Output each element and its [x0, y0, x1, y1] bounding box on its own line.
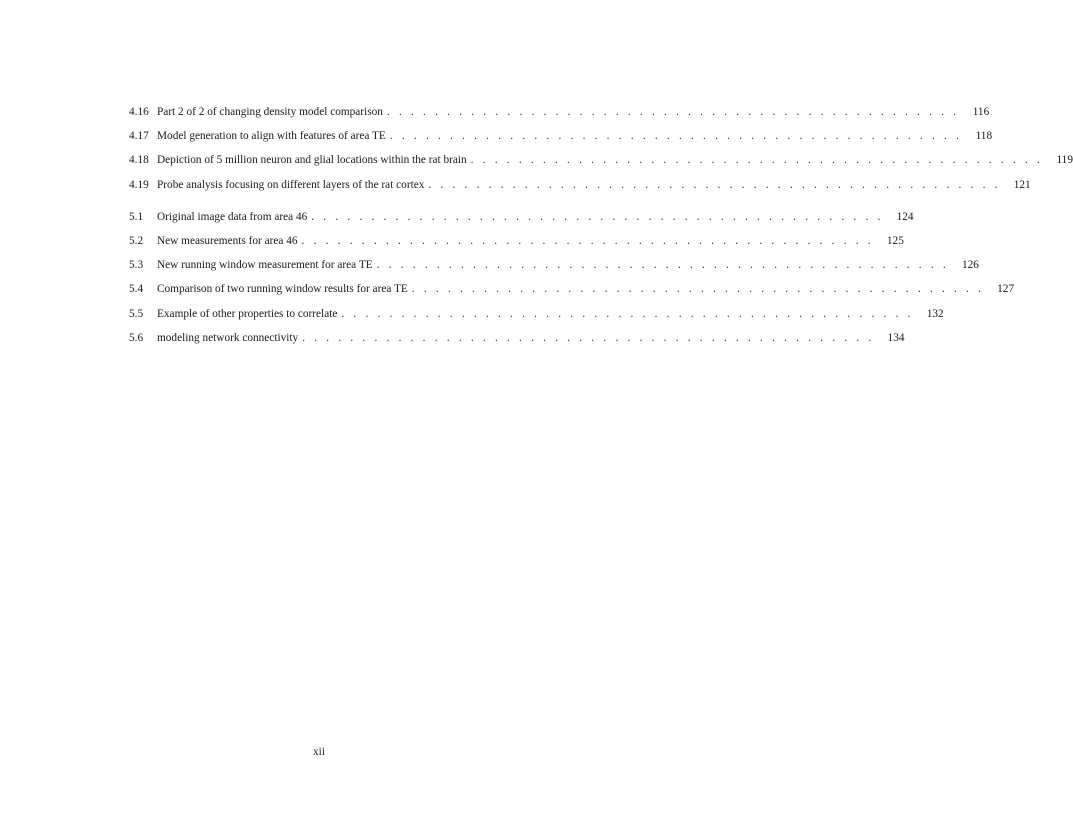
list-of-figures — [129, 100, 1073, 350]
dot-leader: . . . . . . . . . . . . . . . . . . . . . . . . . . . . . . . . . . . . . . . . . . . . . . . . — [411, 283, 985, 296]
entry-title: Depiction of 5 million neuron and glial locations within the rat brain — [157, 154, 467, 167]
toc-entry-5-5 — [129, 302, 944, 326]
dot-leader: . . . . . . . . . . . . . . . . . . . . . . . . . . . . . . . . . . . . . . . . . . . . . . . . — [341, 307, 914, 320]
entry-page: 116 — [972, 106, 990, 118]
entry-title: Probe analysis focusing on different layers of the rat cortex — [157, 178, 425, 191]
dot-leader: . . . . . . . . . . . . . . . . . . . . . . . . . . . . . . . . . . . . . . . . . . . . . . . . — [301, 234, 874, 247]
entry-number: 5.5 — [129, 307, 144, 320]
toc-entry-4-17 — [129, 124, 993, 148]
dot-leader: . . . . . . . . . . . . . . . . . . . . . . . . . . . . . . . . . . . . . . . . . . . . . . . . — [389, 130, 963, 143]
entry-page: 118 — [975, 130, 993, 143]
entry-number: 5.1 — [129, 210, 144, 223]
entry-page: 132 — [926, 307, 944, 320]
entry-page: 126 — [961, 259, 979, 272]
entry-number: 4.18 — [129, 154, 149, 167]
entry-number: 5.4 — [129, 283, 144, 296]
dot-leader: . . . . . . . . . . . . . . . . . . . . . . . . . . . . . . . . . . . . . . . . . . . . . . . . — [302, 331, 875, 344]
entry-title: modeling network connectivity — [157, 331, 299, 344]
toc-entry-5-1 — [129, 205, 914, 229]
entry-page: 127 — [997, 283, 1015, 296]
entry-title: Model generation to align with features of area TE — [157, 130, 386, 143]
entry-title: Original image data from area 46 — [157, 210, 308, 223]
dot-leader: . . . . . . . . . . . . . . . . . . . . . . . . . . . . . . . . . . . . . . . . . . . . . . . . — [376, 259, 949, 272]
toc-entry-5-3 — [129, 253, 979, 277]
entry-page: 125 — [886, 234, 904, 247]
toc-entry-4-18 — [129, 148, 1073, 172]
entry-page: 119 — [1056, 154, 1073, 167]
entry-title: New running window measurement for area TE — [157, 259, 373, 272]
toc-entry-4-19 — [129, 173, 1031, 197]
section-gap — [129, 197, 565, 205]
entry-title: New measurements for area 46 — [157, 234, 298, 247]
toc-entry-4-16 — [129, 100, 990, 124]
entry-number: 4.19 — [129, 178, 149, 191]
dot-leader: . . . . . . . . . . . . . . . . . . . . . . . . . . . . . . . . . . . . . . . . . . . . . . . . — [311, 210, 884, 223]
entry-number: 4.17 — [129, 130, 149, 143]
dot-leader: . . . . . . . . . . . . . . . . . . . . . . . . . . . . . . . . . . . . . . . . . . . . . . . . — [470, 154, 1043, 167]
entry-number: 5.3 — [129, 259, 144, 272]
toc-entry-5-6 — [129, 326, 905, 350]
dot-leader: . . . . . . . . . . . . . . . . . . . . . . . . . . . . . . . . . . . . . . . . . . . . . . . . — [386, 106, 960, 118]
entry-page: 134 — [887, 331, 905, 344]
dot-leader: . . . . . . . . . . . . . . . . . . . . . . . . . . . . . . . . . . . . . . . . . . . . . . . . — [428, 178, 1001, 191]
entry-page: 121 — [1013, 178, 1031, 191]
entry-number: 5.2 — [129, 234, 144, 247]
entry-title: Example of other properties to correlate — [157, 307, 338, 320]
entry-number: 4.16 — [129, 106, 149, 118]
page-number: xii — [313, 746, 325, 758]
entry-page: 124 — [896, 210, 914, 223]
entry-number: 5.6 — [129, 331, 144, 344]
entry-title: Comparison of two running window results for area TE — [157, 283, 408, 296]
toc-entry-5-4 — [129, 277, 1015, 301]
entry-title: Part 2 of 2 of changing density model comparison — [157, 106, 383, 118]
toc-entry-5-2 — [129, 229, 904, 253]
